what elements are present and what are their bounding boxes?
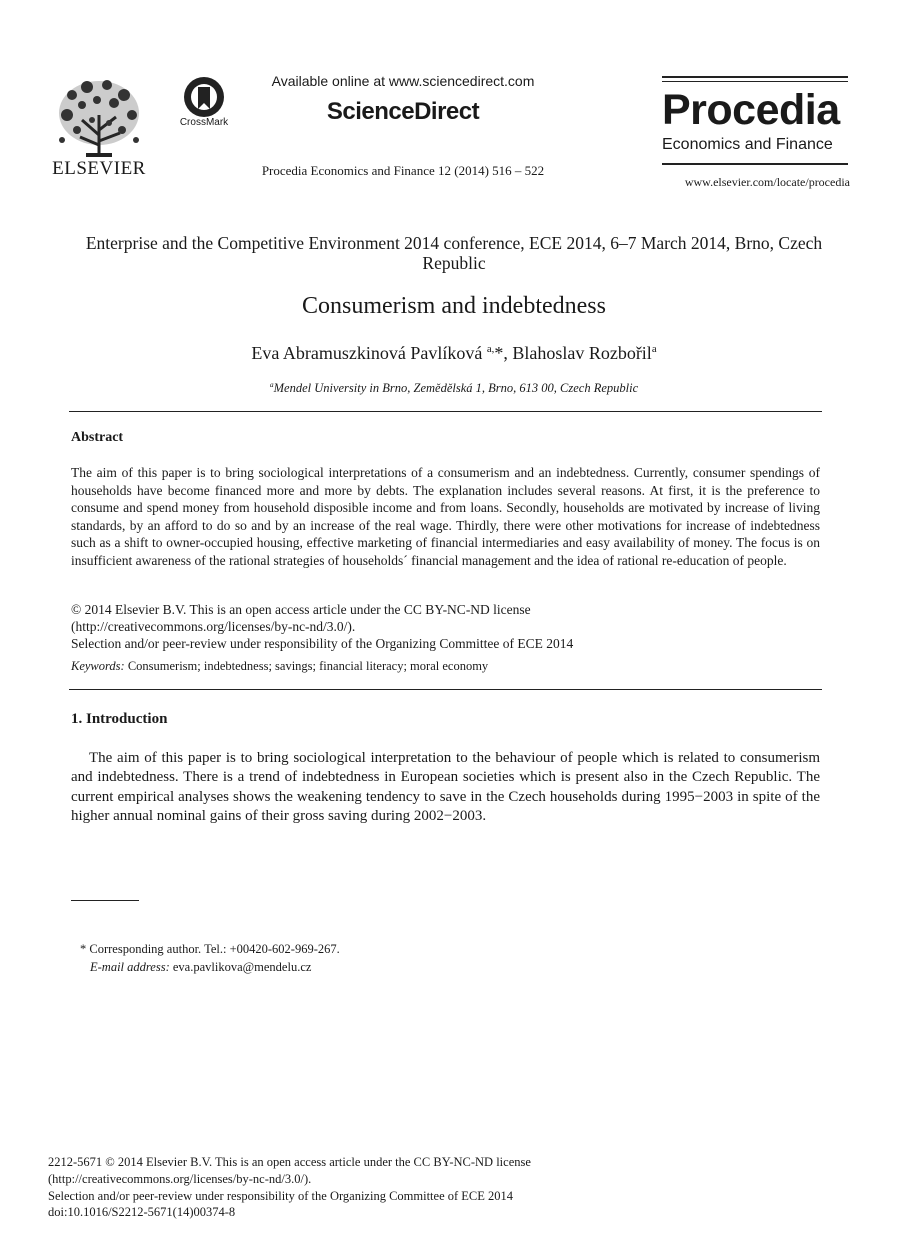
footnote — [80, 940, 680, 976]
bottom-review-line: Selection and/or peer-review under responsibility of the Organizing Committee of ECE 2014 — [48, 1188, 514, 1203]
procedia-subtitle: Economics and Finance — [662, 136, 833, 153]
author-2-affil: a — [651, 343, 657, 355]
author-2: Blahoslav Rozbořil — [512, 343, 652, 363]
license-line: © 2014 Elsevier B.V. This is an open access article under the CC BY-NC-ND license — [71, 602, 531, 617]
corresponding-author: * Corresponding author. Tel.: +00420-602-969-267. — [80, 942, 340, 956]
procedia-url: www.elsevier.com/locate/procedia — [684, 175, 850, 189]
section-heading: 1. Introduction — [71, 711, 168, 727]
intro-paragraph: The aim of this paper is to bring sociological interpretation to the behaviour of people which is related to consumerism and indebtedness. There is a trend of indebtedness in European societies which is present also in the Czech Republic. The current empirical analyses shows the weakening tendency to save in the Czech households during 1995−2003 in spite of the higher annual nominal gains of their gross saving during 2002−2003. — [71, 750, 820, 825]
keywords — [71, 659, 820, 674]
review-line: Selection and/or peer-review under responsibility of the Organizing Committee of ECE 2014 — [71, 635, 574, 651]
email-address[interactable]: eva.pavlikova@mendelu.cz — [169, 960, 312, 974]
conference-line: Enterprise and the Competitive Environment 2014 conference, ECE 2014, 6–7 March 2014, Brno, Czech Republic — [85, 233, 823, 273]
affiliation — [60, 380, 848, 396]
footnote-rule — [71, 900, 139, 901]
procedia-rule — [662, 81, 848, 82]
procedia-rule — [662, 76, 848, 78]
abstract-text: The aim of this paper is to bring sociological interpretations of a consumerism and an indebtedness. Currently, consumer spendings of households have become financed more and more by debts. The explanation includes several reasons. At first, it is the preference to consume and spend money from household disposible income and from loans. Secondly, households are motivated by increase of living standards, by an afford to do so and by an increase of the real wage. Thirdly, there were other motivations for increase of indebtedness such as a shift to owner-occupied housing, effective marketing of financial intermediaries and easy availability of money. The focus is on insufficient awareness of the rational strategies of households´ financial management and the idea of rational re-education of people. — [71, 465, 820, 568]
license-block — [71, 602, 820, 652]
email-line — [80, 958, 680, 976]
bottom-license — [48, 1154, 748, 1221]
sciencedirect-logo: ScienceDirect — [326, 98, 480, 125]
author-1-affil: a, — [486, 343, 495, 355]
authors — [60, 343, 848, 364]
divider — [69, 689, 822, 690]
affiliation-mark: a — [269, 380, 274, 389]
issn-line: 2212-5671 © 2014 Elsevier B.V. This is an open access article under the CC BY-NC-ND license — [48, 1155, 531, 1169]
corresponding-mark: *, — [494, 343, 513, 363]
publisher-name: ELSEVIER — [52, 158, 146, 179]
divider — [69, 411, 822, 412]
journal-reference: Procedia Economics and Finance 12 (2014) 516 – 522 — [261, 163, 545, 178]
email-label: E-mail address: — [90, 960, 170, 974]
license-link[interactable]: (http://creativecommons.org/licenses/by-nc-nd/3.0/). — [71, 618, 356, 634]
abstract-heading: Abstract — [71, 430, 124, 445]
author-1: Eva Abramuszkinová Pavlíková — [251, 343, 487, 363]
available-online: Available online at www.sciencedirect.com — [271, 73, 535, 89]
bottom-license-link[interactable]: (http://creativecommons.org/licenses/by-nc-nd/3.0/). — [48, 1171, 312, 1186]
crossmark-label: CrossMark — [179, 117, 229, 128]
keywords-list: Consumerism; indebtedness; savings; financial literacy; moral economy — [124, 659, 489, 673]
affiliation-text: Mendel University in Brno, Zemědělská 1, Brno, 613 00, Czech Republic — [273, 381, 639, 396]
paper-title: Consumerism and indebtedness — [302, 293, 606, 319]
procedia-rule — [662, 163, 848, 165]
doi[interactable]: doi:10.1016/S2212-5671(14)00374-8 — [48, 1205, 236, 1220]
procedia-title: Procedia — [662, 86, 840, 134]
keywords-label: Keywords: — [71, 659, 125, 673]
